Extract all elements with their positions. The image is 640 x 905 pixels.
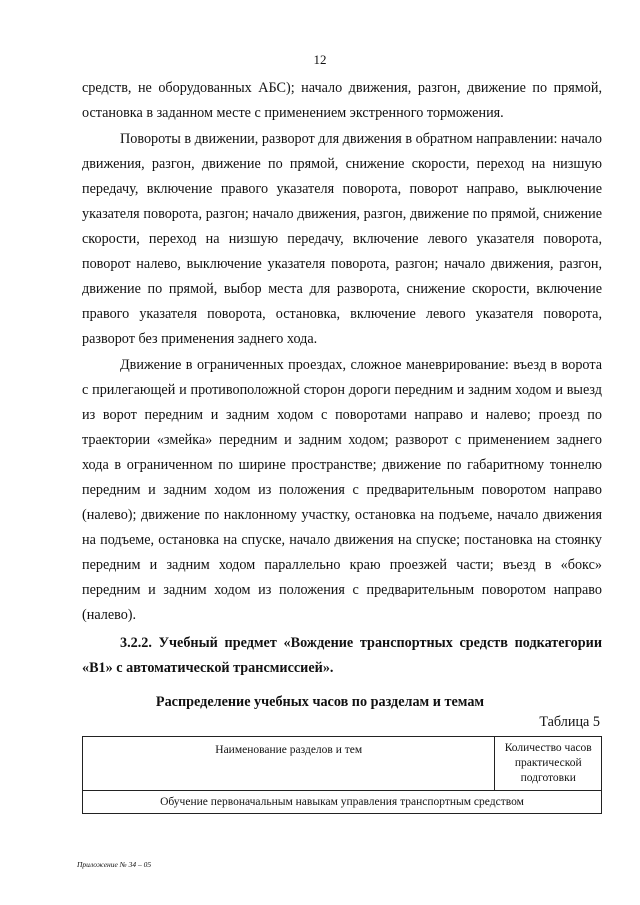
table-header-row — [83, 737, 602, 791]
paragraph-3: Движение в ограниченных проездах, сложное маневрирование: въезд в ворота с прилегающей и противоположной сторон дороги передним и задним ходом и выезд из ворот передним и задним ходом с поворотами направо и налево; проезд по траектории «змейка» передним и задним ходом; разворот с применением заднего хода в ограниченном по ширине пространстве; движение по габаритному тоннелю передним и задним ходом из положения с предварительным поворотом направо (налево); движение по наклонному участку, остановка на подъеме, начало движения на подъеме, остановка на спуске, начало движения на спуске; постановка на стоянку передним и задним ходом параллельно краю проезжей части; въезд в «бокс» передним и задним ходом из положения с предварительным поворотом направо (налево). — [82, 357, 602, 623]
body-text — [82, 76, 602, 681]
header-practical-hours: Количество часов практической подготовки — [495, 737, 602, 791]
hours-table — [82, 736, 602, 814]
footer-note: Приложение № 34 – 05 — [77, 860, 152, 869]
paragraph-2: Повороты в движении, разворот для движения в обратном направлении: начало движения, разгон, движение по прямой, снижение скорости, переход на низшую передачу, включение правого указателя поворота, поворот направо, выключение указателя поворота, разгон; начало движения, разгон, движение по прямой, снижение скорости, переход на низшую передачу, включение левого указателя поворота, поворот налево, выключение указателя поворота, разгон; начало движения, разгон, движение по прямой, выбор места для разворота, снижение скорости, включение правого указателя поворота, остановка, включение левого указателя поворота, разворот без применения заднего хода. — [82, 131, 602, 347]
section-heading: 3.2.2. Учебный предмет «Вождение транспортных средств подкатегории «В1» с автоматической трансмиссией». — [82, 635, 602, 676]
page-number: 12 — [313, 52, 327, 67]
header-section-names: Наименование разделов и тем — [83, 737, 495, 791]
table-title: Распределение учебных часов по разделам и темам — [155, 694, 485, 710]
paragraph-1: средств, не оборудованных АБС); начало движения, разгон, движение по прямой, остановка в заданном месте с применением экстренного торможения. — [82, 80, 602, 121]
table-section-row: Обучение первоначальным навыкам управления транспортным средством — [83, 791, 602, 814]
table-row — [83, 791, 602, 814]
table-label: Таблица 5 — [539, 714, 600, 730]
